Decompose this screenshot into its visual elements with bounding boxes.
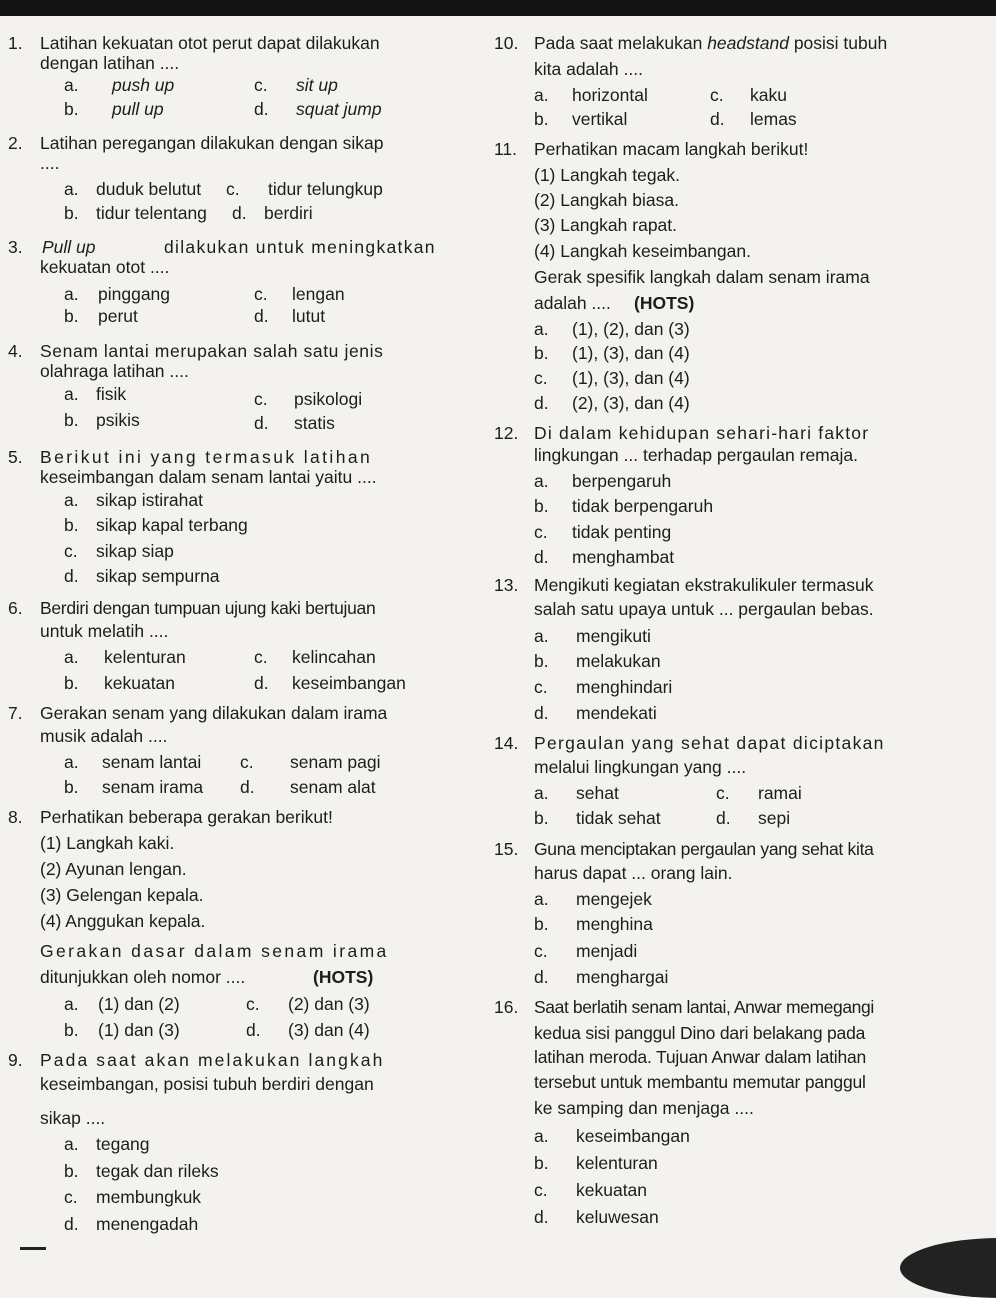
q16-option-a-letter: a.	[534, 1126, 549, 1146]
q14-option-d-text: sepi	[758, 808, 791, 828]
q10-option-d-text: lemas	[750, 109, 797, 129]
q4-option-a-letter: a.	[64, 384, 79, 404]
q9-option-b-text: tegak dan rileks	[96, 1161, 219, 1181]
q13-option-d-text: mendekati	[576, 703, 657, 723]
q14-option-a-text: sehat	[576, 783, 619, 803]
q8-stem-line2: ditunjukkan oleh nomor ....	[40, 967, 246, 987]
q16-text-line1: Saat berlatih senam lantai, Anwar memegangi	[534, 997, 874, 1017]
q15-text-line1: Guna menciptakan pergaulan yang sehat kita	[534, 839, 874, 859]
q12-option-b-letter: b.	[534, 496, 549, 516]
q14-option-b-text: tidak sehat	[576, 808, 661, 828]
q2-option-a-letter: a.	[64, 179, 79, 199]
q8-item-2: (2) Ayunan lengan.	[40, 859, 187, 879]
bottom-right-shadow	[900, 1238, 996, 1298]
q14-option-d-letter: d.	[716, 808, 731, 828]
q8-hots-tag: (HOTS)	[313, 967, 374, 987]
q13-option-c-letter: c.	[534, 677, 548, 697]
q10-number: 10.	[494, 33, 519, 53]
q11-item-2: (2) Langkah biasa.	[534, 190, 679, 210]
q16-text-line5: ke samping dan menjaga ....	[534, 1098, 754, 1118]
q4-number: 4.	[8, 341, 23, 361]
q8-item-4: (4) Anggukan kepala.	[40, 911, 206, 931]
bottom-left-mark	[20, 1247, 46, 1250]
q10-option-c-text: kaku	[750, 85, 787, 105]
q3-number: 3.	[8, 237, 23, 257]
q2-text-line2: ....	[40, 153, 60, 173]
q7-text-line2: musik adalah ....	[40, 726, 168, 746]
q5-option-d-letter: d.	[64, 566, 79, 586]
q5-number: 5.	[8, 447, 23, 467]
q9-option-c-text: membungkuk	[96, 1187, 202, 1207]
q15-option-d-text: menghargai	[576, 967, 669, 987]
q4-option-c-letter: c.	[254, 389, 268, 409]
q11-option-d-text: (2), (3), dan (4)	[572, 393, 690, 413]
q8-option-a-letter: a.	[64, 994, 79, 1014]
q16-text-line4: tersebut untuk membantu memutar panggul	[534, 1072, 866, 1092]
q9-option-a-text: tegang	[96, 1134, 150, 1154]
q6-option-a-letter: a.	[64, 647, 79, 667]
q5-option-b-letter: b.	[64, 515, 79, 535]
q7-option-d-letter: d.	[240, 777, 255, 797]
q2-option-d-text: berdiri	[264, 203, 313, 223]
q10-option-a-text: horizontal	[572, 85, 648, 105]
q4-option-b-letter: b.	[64, 410, 79, 430]
q4-text-line1: Senam lantai merupakan salah satu jenis	[40, 341, 384, 361]
q11-number: 11.	[494, 139, 518, 159]
q3-option-a-letter: a.	[64, 284, 79, 304]
q6-text-line1: Berdiri dengan tumpuan ujung kaki bertujuan	[40, 598, 376, 618]
q7-number: 7.	[8, 703, 23, 723]
q2-option-a-text: duduk belutut	[96, 179, 202, 199]
q3-option-d-letter: d.	[254, 306, 269, 326]
q2-option-b-letter: b.	[64, 203, 79, 223]
q5-text-line1: Berikut ini yang termasuk latihan	[40, 447, 373, 467]
q8-option-d-text: (3) dan (4)	[288, 1020, 370, 1040]
q11-option-c-letter: c.	[534, 368, 548, 388]
q15-option-a-letter: a.	[534, 889, 549, 909]
q15-text-line2: harus dapat ... orang lain.	[534, 863, 733, 883]
q7-option-c-text: senam pagi	[290, 752, 381, 772]
q11-option-d-letter: d.	[534, 393, 549, 413]
q12-number: 12.	[494, 423, 519, 443]
q1-number: 1.	[8, 33, 23, 53]
q3-option-b-text: perut	[98, 306, 138, 326]
q1-option-c-letter: c.	[254, 75, 268, 95]
q2-option-d-letter: d.	[232, 203, 247, 223]
q6-text-line2: untuk melatih ....	[40, 621, 169, 641]
q4-option-a-text: fisik	[96, 384, 127, 404]
q8-item-3: (3) Gelengan kepala.	[40, 885, 204, 905]
q15-option-c-text: menjadi	[576, 941, 638, 961]
q13-option-a-letter: a.	[534, 626, 549, 646]
q16-text-line3: latihan meroda. Tujuan Anwar dalam latihan	[534, 1047, 867, 1067]
q16-option-a-text: keseimbangan	[576, 1126, 690, 1146]
q2-number: 2.	[8, 133, 23, 153]
q2-option-c-text: tidur telungkup	[268, 179, 383, 199]
q12-text-line1: Di dalam kehidupan sehari-hari faktor	[534, 423, 870, 443]
q7-option-b-text: senam irama	[102, 777, 204, 797]
q6-option-d-letter: d.	[254, 673, 269, 693]
q7-option-b-letter: b.	[64, 777, 79, 797]
q6-option-b-letter: b.	[64, 673, 79, 693]
q7-option-d-text: senam alat	[290, 777, 376, 797]
q1-text-line1: Latihan kekuatan otot perut dapat dilakukan	[40, 33, 380, 53]
q14-option-b-letter: b.	[534, 808, 549, 828]
q12-option-a-letter: a.	[534, 471, 549, 491]
q12-option-d-letter: d.	[534, 547, 549, 567]
q9-option-d-text: menengadah	[96, 1214, 199, 1234]
q8-text-line1: Perhatikan beberapa gerakan berikut!	[40, 807, 333, 827]
q12-option-d-text: menghambat	[572, 547, 675, 567]
q1-option-b-text: pull up	[112, 99, 164, 119]
q8-option-c-text: (2) dan (3)	[288, 994, 370, 1014]
q12-option-b-text: tidak berpengaruh	[572, 496, 714, 516]
q2-option-b-text: tidur telentang	[96, 203, 207, 223]
q7-option-a-text: senam lantai	[102, 752, 202, 772]
q7-option-c-letter: c.	[240, 752, 254, 772]
q1-option-a-text: push up	[112, 75, 175, 95]
q1-option-c-text: sit up	[296, 75, 338, 95]
top-dark-strip	[0, 0, 996, 16]
q9-text-line1: Pada saat akan melakukan langkah	[40, 1050, 385, 1070]
q10-text-line2: kita adalah ....	[534, 59, 643, 79]
q13-option-a-text: mengikuti	[576, 626, 651, 646]
q8-stem-line1: Gerakan dasar dalam senam irama	[40, 941, 389, 961]
q1-option-a-letter: a.	[64, 75, 79, 95]
q5-option-a-letter: a.	[64, 490, 79, 510]
q11-text-line1: Perhatikan macam langkah berikut!	[534, 139, 809, 159]
q15-option-b-text: menghina	[576, 914, 653, 934]
q5-option-d-text: sikap sempurna	[96, 566, 220, 586]
q13-text-line2: salah satu upaya untuk ... pergaulan bebas.	[534, 599, 874, 619]
q6-option-c-text: kelincahan	[292, 647, 376, 667]
q13-text-line1: Mengikuti kegiatan ekstrakulikuler termasuk	[534, 575, 874, 595]
q6-option-d-text: keseimbangan	[292, 673, 406, 693]
q15-option-d-letter: d.	[534, 967, 549, 987]
q16-option-d-text: keluwesan	[576, 1207, 659, 1227]
q11-option-c-text: (1), (3), dan (4)	[572, 368, 690, 388]
q11-stem-line1: Gerak spesifik langkah dalam senam irama	[534, 267, 870, 287]
q1-option-d-text: squat jump	[296, 99, 382, 119]
q8-option-c-letter: c.	[246, 994, 260, 1014]
q13-option-b-letter: b.	[534, 651, 549, 671]
q16-option-c-text: kekuatan	[576, 1180, 648, 1200]
q11-option-a-text: (1), (2), dan (3)	[572, 319, 690, 339]
q3-option-c-text: lengan	[292, 284, 345, 304]
q3-text-pull-up: Pull up	[42, 237, 96, 257]
q4-option-d-text: statis	[294, 413, 335, 433]
q11-option-a-letter: a.	[534, 319, 549, 339]
q15-number: 15.	[494, 839, 519, 859]
q11-item-4: (4) Langkah keseimbangan.	[534, 241, 751, 261]
q1-option-b-letter: b.	[64, 99, 79, 119]
q10-option-c-letter: c.	[710, 85, 724, 105]
q8-option-a-text: (1) dan (2)	[98, 994, 180, 1014]
q9-option-d-letter: d.	[64, 1214, 79, 1234]
q7-text-line1: Gerakan senam yang dilakukan dalam irama	[40, 703, 388, 723]
q3-option-b-letter: b.	[64, 306, 79, 326]
q5-text-line2: keseimbangan dalam senam lantai yaitu ....	[40, 467, 377, 487]
q3-text-line1: dilakukan untuk meningkatkan	[164, 237, 436, 257]
q8-number: 8.	[8, 807, 23, 827]
q5-option-a-text: sikap istirahat	[96, 490, 203, 510]
q6-number: 6.	[8, 598, 23, 618]
q11-item-3: (3) Langkah rapat.	[534, 215, 678, 235]
q6-option-b-text: kekuatan	[104, 673, 176, 693]
q10-text-line1: Pada saat melakukan headstand posisi tubuh	[534, 33, 888, 53]
q9-option-b-letter: b.	[64, 1161, 79, 1181]
q15-option-b-letter: b.	[534, 914, 549, 934]
q12-option-a-text: berpengaruh	[572, 471, 672, 491]
q11-option-b-letter: b.	[534, 343, 549, 363]
q11-item-1: (1) Langkah tegak.	[534, 165, 680, 185]
q8-option-d-letter: d.	[246, 1020, 261, 1040]
q14-option-a-letter: a.	[534, 783, 549, 803]
q6-option-c-letter: c.	[254, 647, 268, 667]
q16-option-c-letter: c.	[534, 1180, 548, 1200]
q3-text-line2: kekuatan otot ....	[40, 257, 170, 277]
q1-text-line2: dengan latihan ....	[40, 53, 180, 73]
q6-option-a-text: kelenturan	[104, 647, 186, 667]
q15-option-c-letter: c.	[534, 941, 548, 961]
q13-option-b-text: melakukan	[576, 651, 661, 671]
q14-text-line2: melalui lingkungan yang ....	[534, 757, 747, 777]
q4-option-c-text: psikologi	[294, 389, 363, 409]
q10-option-b-text: vertikal	[572, 109, 628, 129]
q2-option-c-letter: c.	[226, 179, 240, 199]
q3-option-a-text: pinggang	[98, 284, 171, 304]
q9-option-a-letter: a.	[64, 1134, 79, 1154]
q9-number: 9.	[8, 1050, 23, 1070]
q4-option-b-text: psikis	[96, 410, 140, 430]
q12-option-c-letter: c.	[534, 522, 548, 542]
q1-option-d-letter: d.	[254, 99, 269, 119]
q10-option-a-letter: a.	[534, 85, 549, 105]
q13-number: 13.	[494, 575, 519, 595]
q16-option-b-letter: b.	[534, 1153, 549, 1173]
q14-text-line1: Pergaulan yang sehat dapat diciptakan	[534, 733, 885, 753]
q8-item-1: (1) Langkah kaki.	[40, 833, 175, 853]
q15-option-a-text: mengejek	[576, 889, 652, 909]
q8-option-b-text: (1) dan (3)	[98, 1020, 180, 1040]
q5-option-b-text: sikap kapal terbang	[96, 515, 248, 535]
q12-option-c-text: tidak penting	[572, 522, 672, 542]
q14-option-c-letter: c.	[716, 783, 730, 803]
q9-text-line3: sikap ....	[40, 1108, 106, 1128]
q11-hots-tag: (HOTS)	[634, 293, 695, 313]
q9-text-line2: keseimbangan, posisi tubuh berdiri dengan	[40, 1074, 374, 1094]
q14-option-c-text: ramai	[758, 783, 802, 803]
q11-stem-line2: adalah ....	[534, 293, 611, 313]
q16-option-d-letter: d.	[534, 1207, 549, 1227]
q5-option-c-letter: c.	[64, 541, 78, 561]
q3-option-d-text: lutut	[292, 306, 326, 326]
q9-option-c-letter: c.	[64, 1187, 78, 1207]
q10-option-b-letter: b.	[534, 109, 549, 129]
q16-text-line2: kedua sisi panggul Dino dari belakang pada	[534, 1023, 866, 1043]
q13-option-d-letter: d.	[534, 703, 549, 723]
q12-text-line2: lingkungan ... terhadap pergaulan remaja.	[534, 445, 858, 465]
q11-option-b-text: (1), (3), dan (4)	[572, 343, 690, 363]
q16-number: 16.	[494, 997, 519, 1017]
q4-text-line2: olahraga latihan ....	[40, 361, 189, 381]
q2-text-line1: Latihan peregangan dilakukan dengan sikap	[40, 133, 384, 153]
q3-option-c-letter: c.	[254, 284, 268, 304]
q8-option-b-letter: b.	[64, 1020, 79, 1040]
q4-option-d-letter: d.	[254, 413, 269, 433]
q5-option-c-text: sikap siap	[96, 541, 174, 561]
q16-option-b-text: kelenturan	[576, 1153, 658, 1173]
q13-option-c-text: menghindari	[576, 677, 673, 697]
q10-option-d-letter: d.	[710, 109, 725, 129]
q7-option-a-letter: a.	[64, 752, 79, 772]
q14-number: 14.	[494, 733, 519, 753]
